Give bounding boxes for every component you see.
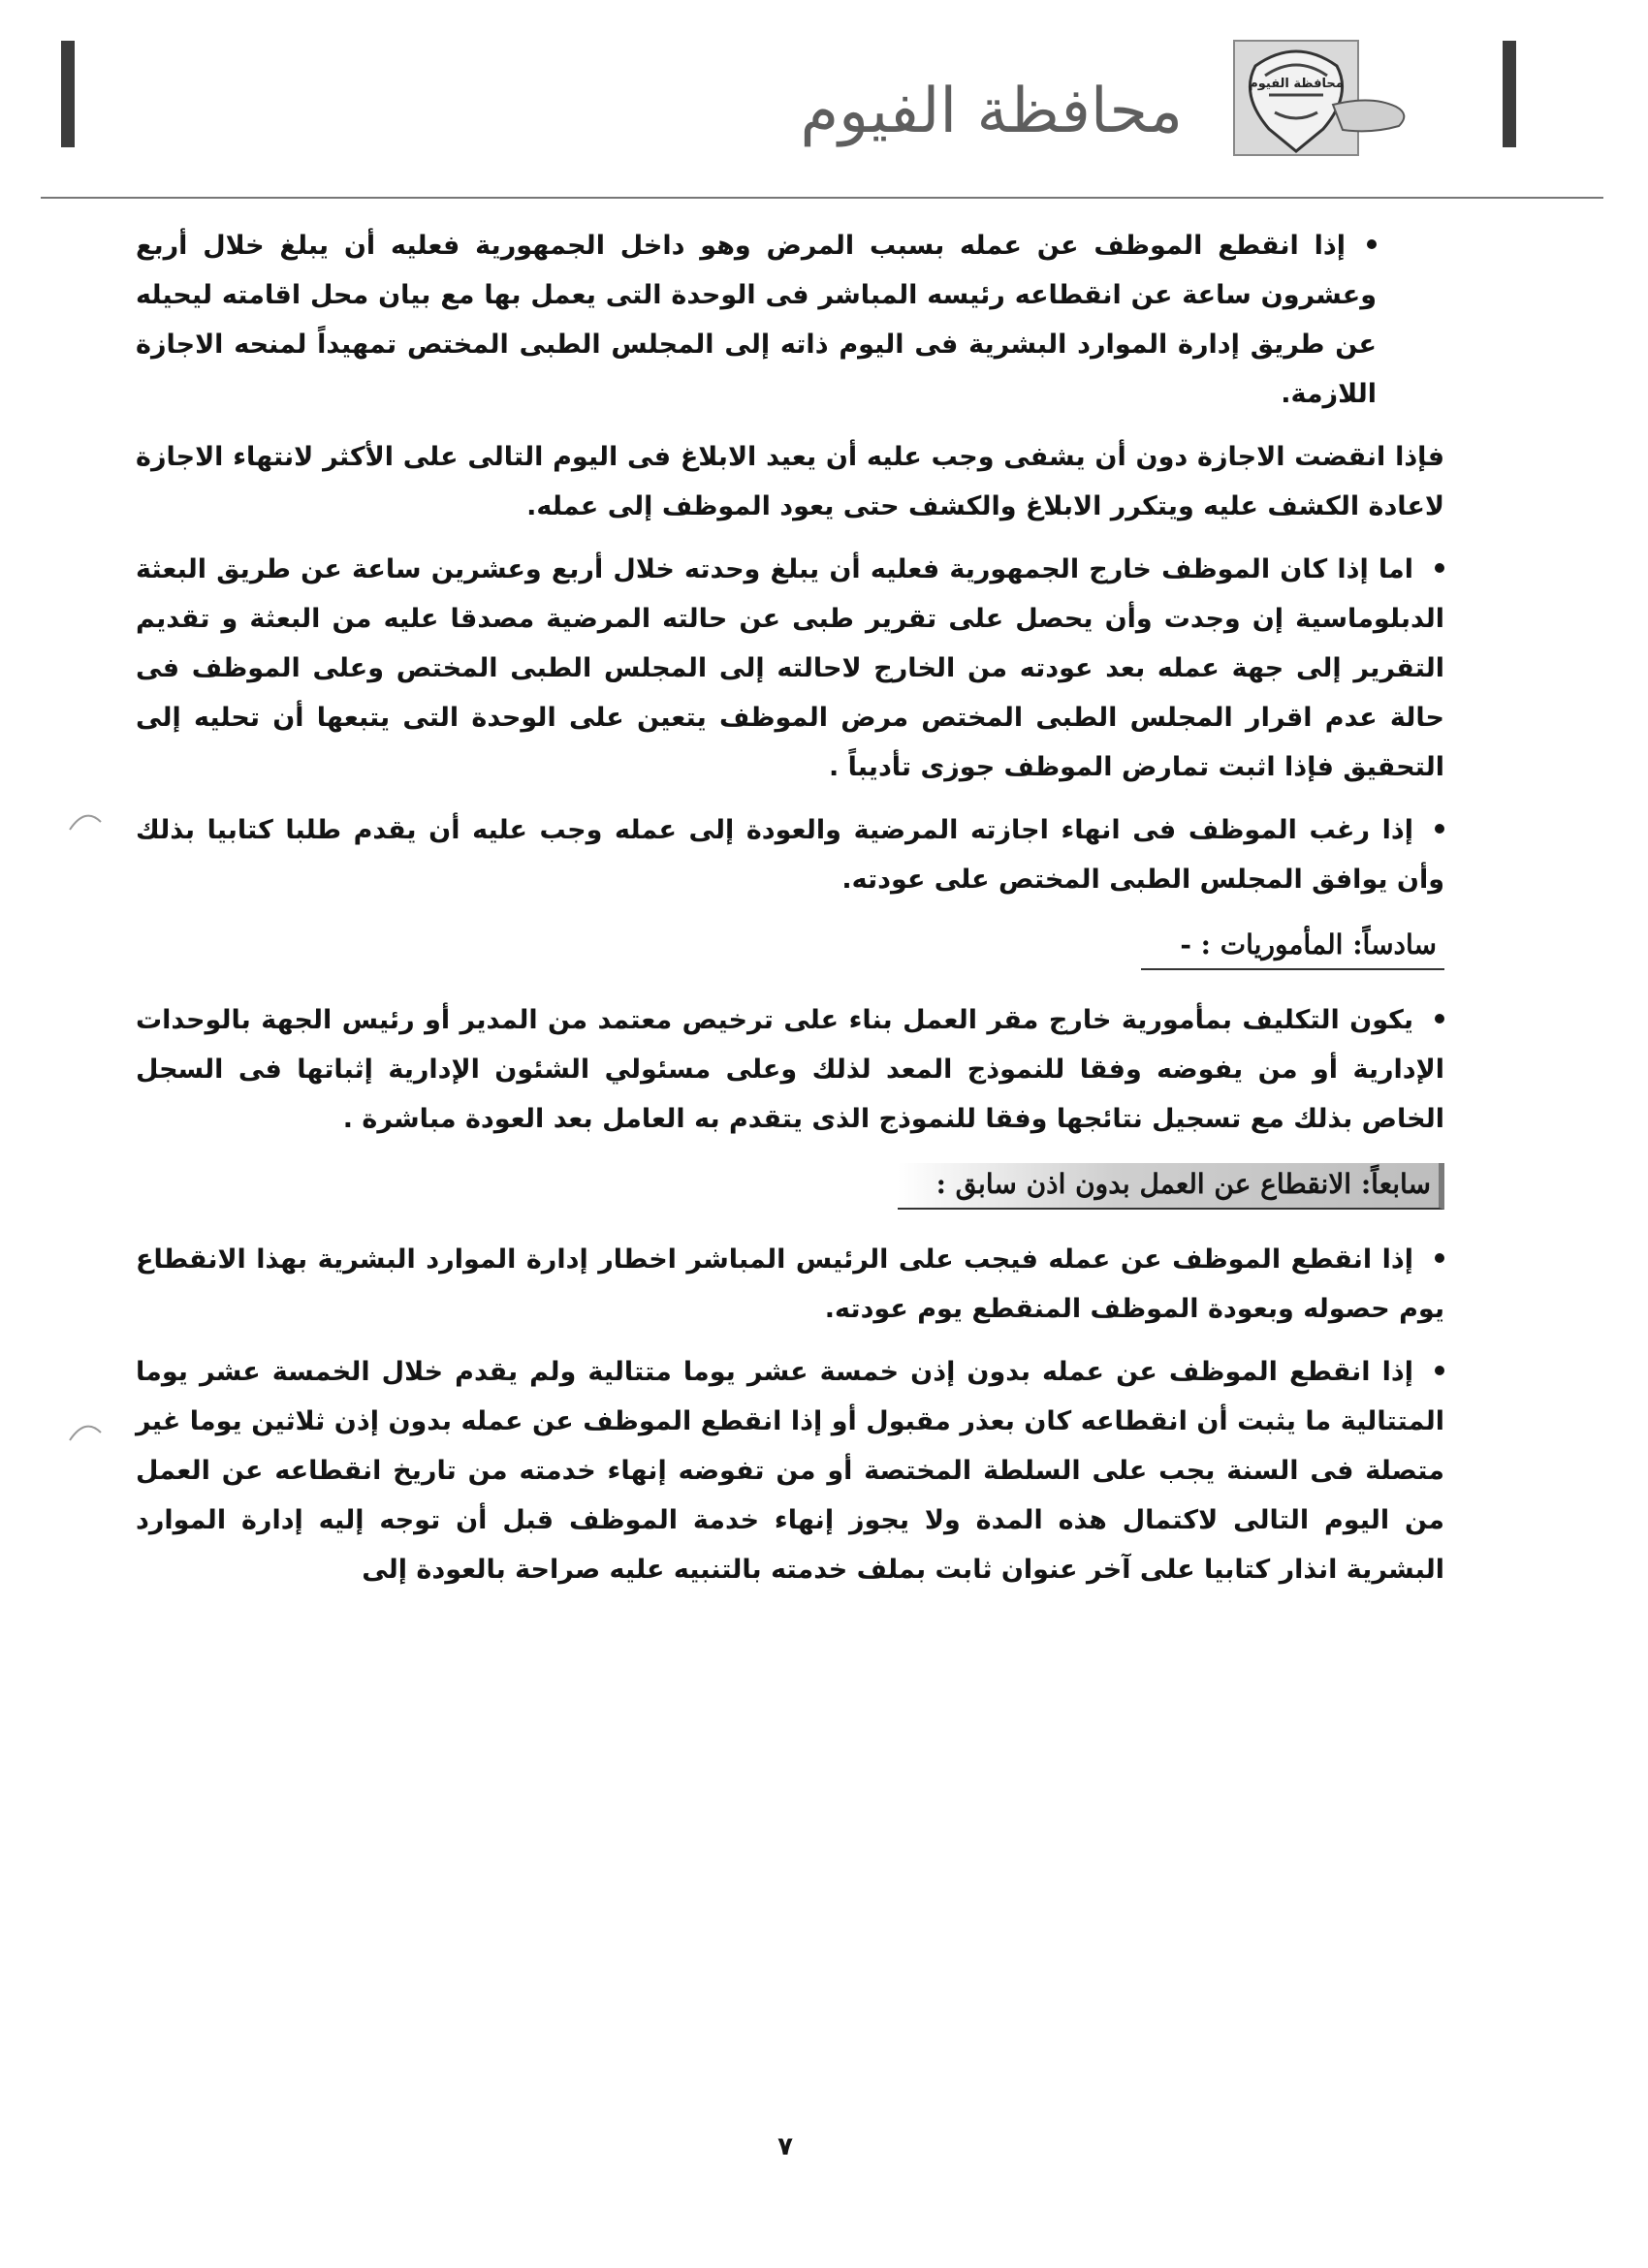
bullet-icon [1435, 1366, 1444, 1375]
paragraph-text: إذا انقطع الموظف عن عمله فيجب على الرئيس المباشر اخطار إدارة الموارد البشرية بهذا الانقطاع يوم حصوله وبعودة الموظف المنقطع يوم عودته. [136, 1244, 1444, 1324]
bullet-icon [1435, 824, 1444, 834]
bullet-icon [1435, 1253, 1444, 1263]
bullet-icon [1367, 239, 1377, 249]
bullet-icon [1435, 1014, 1444, 1024]
paragraph-text: إذا انقطع الموظف عن عمله بسبب المرض وهو داخل الجمهورية فعليه أن يبلغ خلال أربع وعشرون ساعة عن انقطاعه رئيسه المباشر فى الوحدة التى يعمل بها مع بيان محل اقامته ليحيله عن طريق إدارة الموارد البشرية فى اليوم ذاته إلى المجلس الطبى المختص تمهيداً لمنحه الاجازة اللازمة. [136, 231, 1377, 409]
punch-hole-mark [66, 1415, 105, 1444]
paragraph-leave-extension [136, 432, 1444, 531]
paragraph-sick-leave-abroad [136, 545, 1444, 792]
paragraph-text: فإذا انقضت الاجازة دون أن يشفى وجب عليه أن يعيد الابلاغ فى اليوم التالى على الأكثر لانتهاء الاجازة لاعادة الكشف عليه ويتكرر الابلاغ والكشف حتى يعود الموظف إلى عمله. [136, 442, 1444, 521]
section-heading-missions: سادساً: المأموريات : - [1141, 924, 1444, 970]
paragraph-text: إذا رغب الموظف فى انهاء اجازته المرضية والعودة إلى عمله وجب عليه أن يقدم طلبا كتابيا بذلك وأن يوافق المجلس الطبى المختص على عودته. [136, 815, 1444, 895]
section-heading-absence: سابعاً: الانقطاع عن العمل بدون اذن سابق : [898, 1163, 1444, 1210]
paragraph-text: اما إذا كان الموظف خارج الجمهورية فعليه أن يبلغ وحدته خلال أربع وعشرين ساعة عن طريق البعثة الدبلوماسية إن وجدت وأن يحصل على تقرير طبى عن حالته المرضية مصدقا عليه من البعثة و تقديم التقرير إلى جهة عمله بعد عودته من الخارج لاحالته إلى المجلس الطبى المختص وعلى الموظف فى حالة عدم اقرار المجلس الطبى المختص مرض الموظف يتعين على الوحدة التى يتبعها أن تحليه إلى التحقيق فإذا اثبت تمارض الموظف جوزى تأديباً . [136, 554, 1444, 782]
paragraph-sick-leave-inside [136, 221, 1377, 419]
paragraph-missions [136, 995, 1444, 1144]
paragraph-end-sick-leave [136, 805, 1444, 904]
paragraph-absence-termination [136, 1347, 1444, 1594]
emblem-lettering: محافظة الفيوم [1249, 77, 1344, 91]
paragraph-text: يكون التكليف بمأمورية خارج مقر العمل بناء على ترخيص معتمد من المدير أو رئيس الجهة بالوحدات الإدارية أو من يفوضه وفقا للنموذج المعد لذلك وعلى مسئولي الشئون الإدارية إثباتها فى السجل الخاص بذلك مع تسجيل نتائجها وفقا للنموذج الذى يتقدم به العامل بعد العودة مباشرة . [136, 1005, 1444, 1134]
right-edge-bar [1503, 41, 1516, 147]
page-number: ٧ [777, 2132, 793, 2161]
bullet-icon [1435, 563, 1444, 573]
punch-hole-mark [66, 804, 105, 834]
paragraph-absence-notice [136, 1235, 1444, 1334]
header-divider [41, 197, 1603, 199]
document-body [136, 221, 1444, 1608]
governorate-title: محافظة الفيوم [800, 76, 1183, 147]
paragraph-text: إذا انقطع الموظف عن عمله بدون إذن خمسة عشر يوما متتالية ولم يقدم خلال الخمسة عشر يوما المتتالية ما يثبت أن انقطاعه كان بعذر مقبول أو إذا انقطع الموظف عن عمله بدون إذن ثلاثين يوما غير متصلة فى السنة يجب على السلطة المختصة أو من تفوضه إنهاء خدمته من تاريخ انقطاعه عن العمل من اليوم التالى لاكتمال هذه المدة ولا يجوز إنهاء خدمة الموظف قبل أن توجه إليه إدارة الموارد البشرية انذار كتابيا على آخر عنوان ثابت بملف خدمته بالتنبيه عليه صراحة بالعودة إلى [136, 1357, 1444, 1585]
left-edge-bar [61, 41, 75, 147]
governorate-emblem-icon [1226, 37, 1420, 163]
